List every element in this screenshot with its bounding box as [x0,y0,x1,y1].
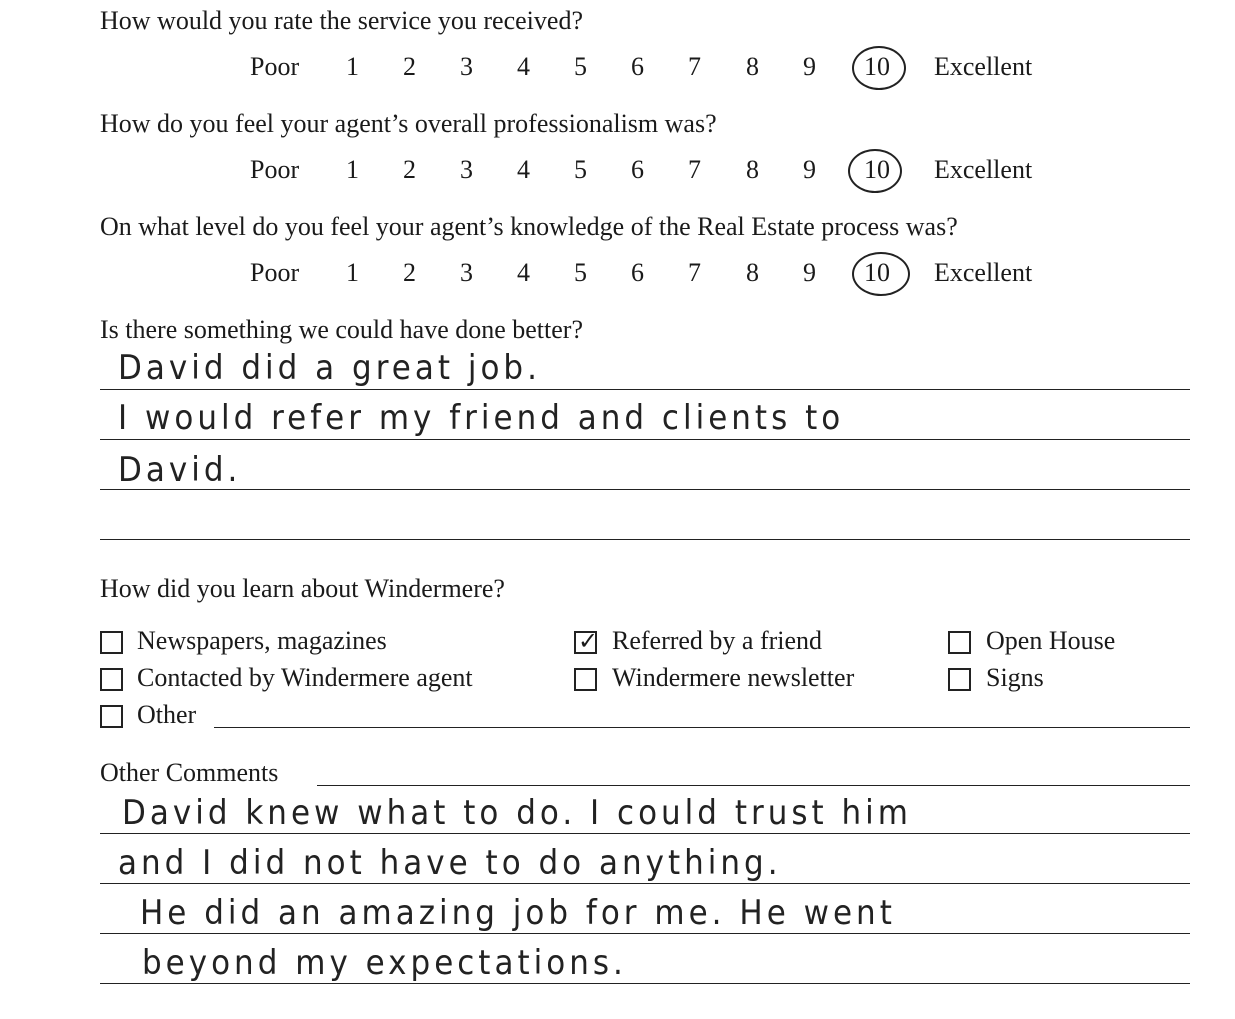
better-answer-line: David. [118,450,242,490]
answer-rule [100,439,1190,440]
comment-line: and I did not have to do anything. [118,843,782,883]
scale-option[interactable]: 6 [631,155,644,184]
scale-option[interactable]: 8 [746,52,759,81]
option-label: Windermere newsletter [612,663,855,692]
rating-question-professionalism: How do you feel your agent’s overall professionalism was? [100,109,717,138]
scale-option[interactable]: 9 [803,258,816,287]
scale-option[interactable]: 6 [631,52,644,81]
comment-rule [100,933,1190,934]
better-answer-line: David did a great job. [118,348,541,388]
rating-scale-professionalism [0,155,1235,195]
scale-option[interactable]: 2 [403,155,416,184]
option-label: Contacted by Windermere agent [137,663,473,692]
comment-rule [100,983,1190,984]
checkbox[interactable] [100,668,123,691]
rating-question-knowledge: On what level do you feel your agent’s knowledge of the Real Estate process was? [100,212,958,241]
scale-option[interactable]: 8 [746,258,759,287]
option-label: Newspapers, magazines [137,626,387,655]
comment-rule [100,883,1190,884]
comment-line: beyond my expectations. [142,943,627,983]
scale-option[interactable]: 9 [803,52,816,81]
scale-low-label: Poor [250,258,300,287]
scale-high-label: Excellent [934,52,1033,81]
selection-circle [852,46,906,90]
scale-option[interactable]: 5 [574,258,587,287]
rating-scale-knowledge [0,258,1235,298]
selection-circle [852,252,910,296]
scale-option[interactable]: 7 [688,155,701,184]
other-input-line[interactable] [214,727,1190,728]
scale-option[interactable]: 8 [746,155,759,184]
checkmark-icon: ✓ [578,627,599,655]
checkbox[interactable] [948,631,971,654]
scale-option-selected[interactable]: 10 [864,52,890,81]
answer-rule [100,489,1190,490]
scale-low-label: Poor [250,155,300,184]
better-question: Is there something we could have done better? [100,315,583,344]
rating-scale-service [0,52,1235,92]
comments-label: Other Comments [100,758,279,787]
option-label: Referred by a friend [612,626,823,655]
scale-option[interactable]: 5 [574,52,587,81]
scale-option[interactable]: 3 [460,155,473,184]
scale-option[interactable]: 4 [517,52,530,81]
answer-rule [100,539,1190,540]
comment-rule [317,785,1190,786]
option-label: Signs [986,663,1044,692]
scale-option[interactable]: 7 [688,258,701,287]
scale-option[interactable]: 2 [403,258,416,287]
checkbox-checked[interactable] [574,627,599,655]
checkbox[interactable] [100,631,123,654]
selection-circle [848,149,902,193]
scale-option[interactable]: 5 [574,155,587,184]
comment-rule [100,833,1190,834]
scale-option[interactable]: 1 [346,155,359,184]
scale-option-selected[interactable]: 10 [864,155,890,184]
scale-high-label: Excellent [934,258,1033,287]
scale-high-label: Excellent [934,155,1033,184]
rating-question-service: How would you rate the service you received? [100,6,583,35]
learn-question: How did you learn about Windermere? [100,574,505,603]
comment-line: He did an amazing job for me. He went [140,893,896,933]
scale-option[interactable]: 1 [346,258,359,287]
scale-option-selected[interactable]: 10 [864,258,890,287]
scale-option[interactable]: 6 [631,258,644,287]
answer-rule [100,389,1190,390]
scale-option[interactable]: 3 [460,52,473,81]
checkbox[interactable] [948,668,971,691]
scale-option[interactable]: 4 [517,155,530,184]
scale-option[interactable]: 2 [403,52,416,81]
scale-option[interactable]: 3 [460,258,473,287]
scale-option[interactable]: 9 [803,155,816,184]
comment-line: David knew what to do. I could trust him [122,793,912,833]
checkbox[interactable] [574,668,597,691]
better-answer-line: I would refer my friend and clients to [118,398,845,438]
option-label: Other [137,700,197,729]
scale-option[interactable]: 1 [346,52,359,81]
scale-option[interactable]: 7 [688,52,701,81]
checkbox[interactable] [100,705,123,728]
scale-low-label: Poor [250,52,300,81]
scale-option[interactable]: 4 [517,258,530,287]
option-label: Open House [986,626,1116,655]
